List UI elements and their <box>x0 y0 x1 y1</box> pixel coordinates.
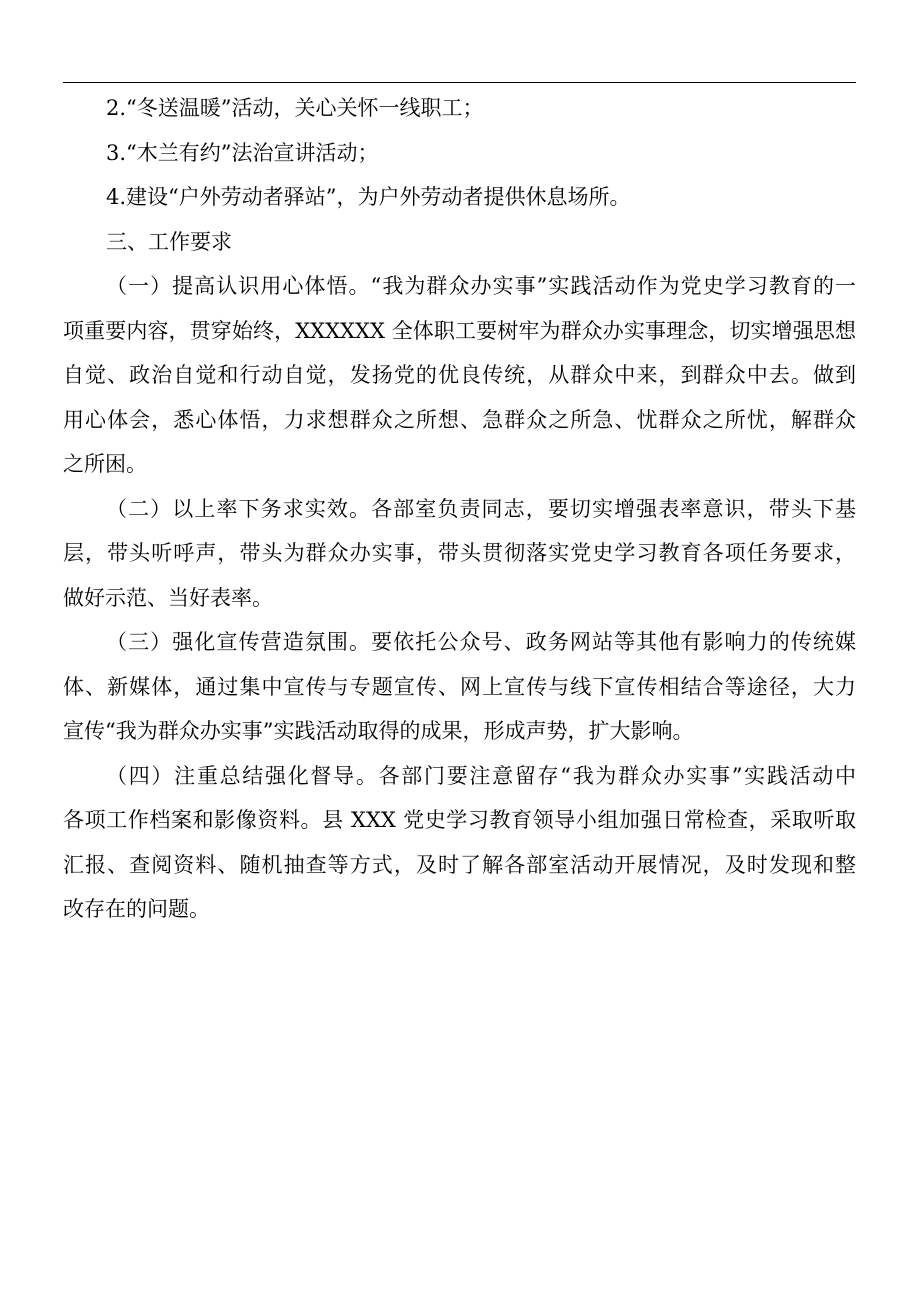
list-item-4: 4.建设“户外劳动者驿站”，为户外劳动者提供休息场所。 <box>106 185 631 209</box>
paragraph-4-line: （四）注重总结强化督导。各部门要注意留存“我为群众办实事”实践活动中 <box>106 763 856 788</box>
paragraph-1-line: 项重要内容，贯穿始终，XXXXXX 全体职工要树牢为群众办实事理念，切实增强思想 <box>63 318 856 343</box>
paragraph-1-line: 之所困。 <box>63 452 147 476</box>
document-body <box>63 86 856 932</box>
paragraph-3-line: （三）强化宣传营造氛围。要依托公众号、政务网站等其他有影响力的传统媒 <box>106 630 856 654</box>
paragraph-3-line: 体、新媒体，通过集中宣传与专题宣传、网上宣传与线下宣传相结合等途径，大力 <box>63 674 856 699</box>
paragraph-2-line: 做好示范、当好表率。 <box>63 585 273 610</box>
paragraph-2-line: 层，带头听呼声，带头为群众办实事，带头贯彻落实党史学习教育各项任务要求， <box>63 541 856 565</box>
list-item-3: 3.“木兰有约”法治宣讲活动； <box>106 140 379 165</box>
paragraph-1-line: 自觉、政治自觉和行动自觉，发扬党的优良传统，从群众中来，到群众中去。做到 <box>63 363 856 387</box>
paragraph-4-line: 汇报、查阅资料、随机抽查等方式，及时了解各部室活动开展情况，及时发现和整 <box>63 852 856 877</box>
header-rule <box>63 82 856 83</box>
paragraph-1-line: 用心体会，悉心体悟，力求想群众之所想、急群众之所急、忧群众之所忧，解群众 <box>63 407 856 432</box>
paragraph-4-line: 改存在的问题。 <box>63 897 210 921</box>
paragraph-2-line: （二）以上率下务求实效。各部室负责同志，要切实增强表率意识，带头下基 <box>106 496 856 521</box>
paragraph-3-line: 宣传“我为群众办实事”实践活动取得的成果，形成声势，扩大影响。 <box>63 719 694 743</box>
section-heading: 三、工作要求 <box>106 229 232 254</box>
paragraph-4-line: 各项工作档案和影像资料。县 XXX 党史学习教育领导小组加强日常检查，采取听取 <box>63 808 856 832</box>
list-item-2: 2.“冬送温暖”活动，关心关怀一线职工； <box>106 96 484 120</box>
paragraph-1-line: （一）提高认识用心体悟。“我为群众办实事”实践活动作为党史学习教育的一 <box>106 274 856 298</box>
